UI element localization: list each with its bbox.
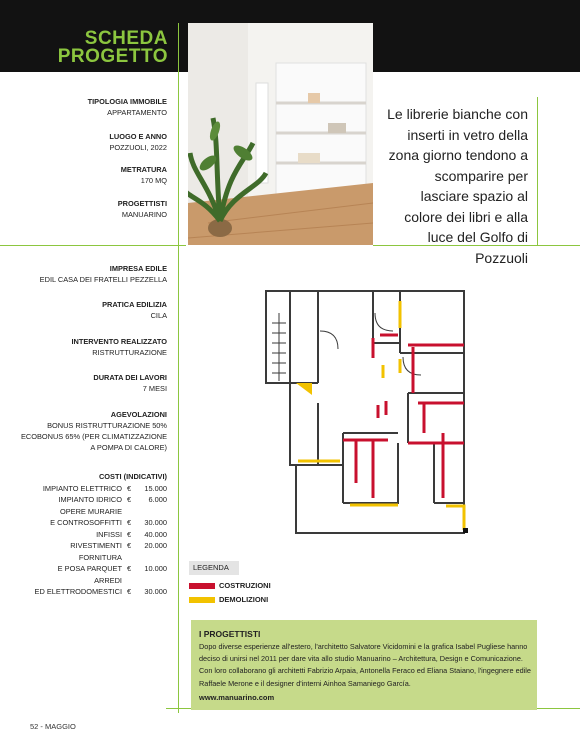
detail-label: LUOGO E ANNO bbox=[109, 132, 167, 141]
cost-amount: 30.000 bbox=[144, 587, 167, 596]
detail-intervention bbox=[71, 336, 167, 358]
detail-value: A POMPA DI CALORE) bbox=[90, 443, 167, 452]
floor-plan bbox=[258, 283, 478, 553]
cost-amount: 20.000 bbox=[144, 541, 167, 550]
cost-name: E CONTROSOFFITTI bbox=[50, 518, 122, 527]
cost-row bbox=[30, 586, 167, 598]
cost-name: INFISSI bbox=[96, 529, 122, 539]
detail-value: EDIL CASA DEI FRATELLI PEZZELLA bbox=[39, 275, 167, 284]
cost-amount: 40.000 bbox=[144, 529, 167, 539]
cost-amount: 30.000 bbox=[144, 518, 167, 527]
cost-name: FORNITURA bbox=[78, 552, 122, 562]
cost-name: E POSA PARQUET bbox=[57, 564, 122, 573]
cost-row bbox=[30, 563, 167, 575]
detail-label: PROGETTISTI bbox=[117, 199, 167, 208]
cost-row-label bbox=[30, 552, 167, 564]
detail-designers bbox=[118, 198, 167, 220]
detail-value: BONUS RISTRUTTURAZIONE 50% bbox=[47, 421, 167, 430]
detail-value: ECOBONUS 65% (PER CLIMATIZZAZIONE bbox=[20, 432, 167, 441]
detail-label: METRATURA bbox=[120, 165, 167, 174]
website-link[interactable]: www.manuarino.com bbox=[199, 693, 275, 702]
detail-permit bbox=[102, 299, 167, 321]
detail-label: INTERVENTO REALIZZATO bbox=[71, 337, 167, 346]
legend-label: COSTRUZIONI bbox=[219, 581, 271, 590]
cost-currency: € bbox=[126, 495, 132, 504]
costs-heading: COSTI (INDICATIVI) bbox=[98, 472, 167, 481]
designers-box bbox=[191, 620, 537, 710]
cost-name: OPERE MURARIE bbox=[59, 506, 122, 516]
cost-name: IMPIANTO IDRICO bbox=[58, 495, 122, 504]
cost-amount: 6.000 bbox=[148, 495, 167, 504]
detail-label: IMPRESA EDILE bbox=[109, 264, 167, 273]
cost-row bbox=[30, 529, 167, 541]
legend-swatch-red bbox=[189, 583, 215, 589]
cost-currency: € bbox=[126, 587, 132, 596]
vertical-rule bbox=[178, 23, 179, 713]
legend-item-demolition bbox=[189, 595, 268, 604]
cost-row bbox=[30, 494, 167, 506]
pull-quote: Le librerie bianche con inserti in vetro della zona giorno tendono a scomparire per lasciare spazio al colore dei libri e alla luce del Golfo di Pozzuoli bbox=[387, 106, 528, 266]
interior-photo bbox=[188, 23, 373, 245]
detail-place-year bbox=[109, 131, 167, 153]
detail-incentives bbox=[21, 409, 167, 453]
cost-currency: € bbox=[126, 564, 132, 573]
legend-swatch-yellow bbox=[189, 597, 215, 603]
cost-amount: 10.000 bbox=[144, 564, 167, 573]
cost-name: RIVESTIMENTI bbox=[70, 541, 122, 550]
detail-size bbox=[121, 164, 167, 186]
cost-name: ARREDI bbox=[94, 575, 122, 585]
detail-value: 170 MQ bbox=[140, 176, 167, 185]
title-line-2: PROGETTO bbox=[57, 46, 168, 67]
quote-rule bbox=[537, 97, 538, 245]
box-title: I PROGETTISTI bbox=[199, 629, 261, 639]
cost-currency: € bbox=[126, 529, 132, 539]
detail-label: TIPOLOGIA IMMOBILE bbox=[87, 97, 167, 106]
cost-currency: € bbox=[126, 541, 132, 550]
cost-name: IMPIANTO ELETTRICO bbox=[42, 483, 122, 493]
detail-value: APPARTAMENTO bbox=[107, 108, 167, 117]
detail-value: 7 MESI bbox=[142, 384, 167, 393]
detail-label: DURATA DEI LAVORI bbox=[93, 373, 167, 382]
detail-value: RISTRUTTURAZIONE bbox=[92, 348, 167, 357]
legend-title: LEGENDA bbox=[189, 561, 239, 575]
section-title bbox=[58, 30, 168, 66]
cost-currency: € bbox=[126, 483, 132, 493]
legend-label: DEMOLIZIONI bbox=[219, 595, 269, 604]
box-body: Dopo diverse esperienze all'estero, l'architetto Salvatore Vicidomini e la grafica Isabel Pugliese hanno deciso di unirsi nel 2011 per dare vita allo studio Manuarino – Architettura, Design e Comunicazione. Con loro collaborano gli architetti Fabrizio Arpaia, Antonella Feraco ed Eliana Staiano, l'ingegnere edile Raffaele Merone e il designer d'interni Ainhoa Samaniego García. bbox=[199, 642, 531, 688]
cost-row bbox=[30, 483, 167, 495]
cost-currency: € bbox=[126, 518, 132, 527]
cost-amount: 15.000 bbox=[144, 483, 167, 493]
page-folio: 52 - MAGGIO bbox=[30, 722, 76, 731]
detail-value: CILA bbox=[150, 311, 167, 320]
cost-row-label bbox=[30, 506, 167, 518]
horizontal-rule-top bbox=[0, 245, 186, 246]
detail-label: AGEVOLAZIONI bbox=[110, 410, 167, 419]
detail-value: POZZUOLI, 2022 bbox=[109, 143, 167, 152]
detail-label: PRATICA EDILIZIA bbox=[102, 300, 167, 309]
title-line-1: SCHEDA bbox=[84, 28, 168, 49]
cost-row-label bbox=[30, 575, 167, 587]
cost-row bbox=[30, 540, 167, 552]
cost-row bbox=[30, 517, 167, 529]
detail-duration bbox=[93, 372, 167, 394]
legend-item-construction bbox=[189, 581, 271, 590]
costs-table bbox=[30, 471, 167, 598]
detail-typology bbox=[88, 96, 167, 118]
cost-name: ED ELETTRODOMESTICI bbox=[34, 587, 122, 596]
detail-value: MANUARINO bbox=[121, 210, 167, 219]
detail-company bbox=[40, 263, 167, 285]
